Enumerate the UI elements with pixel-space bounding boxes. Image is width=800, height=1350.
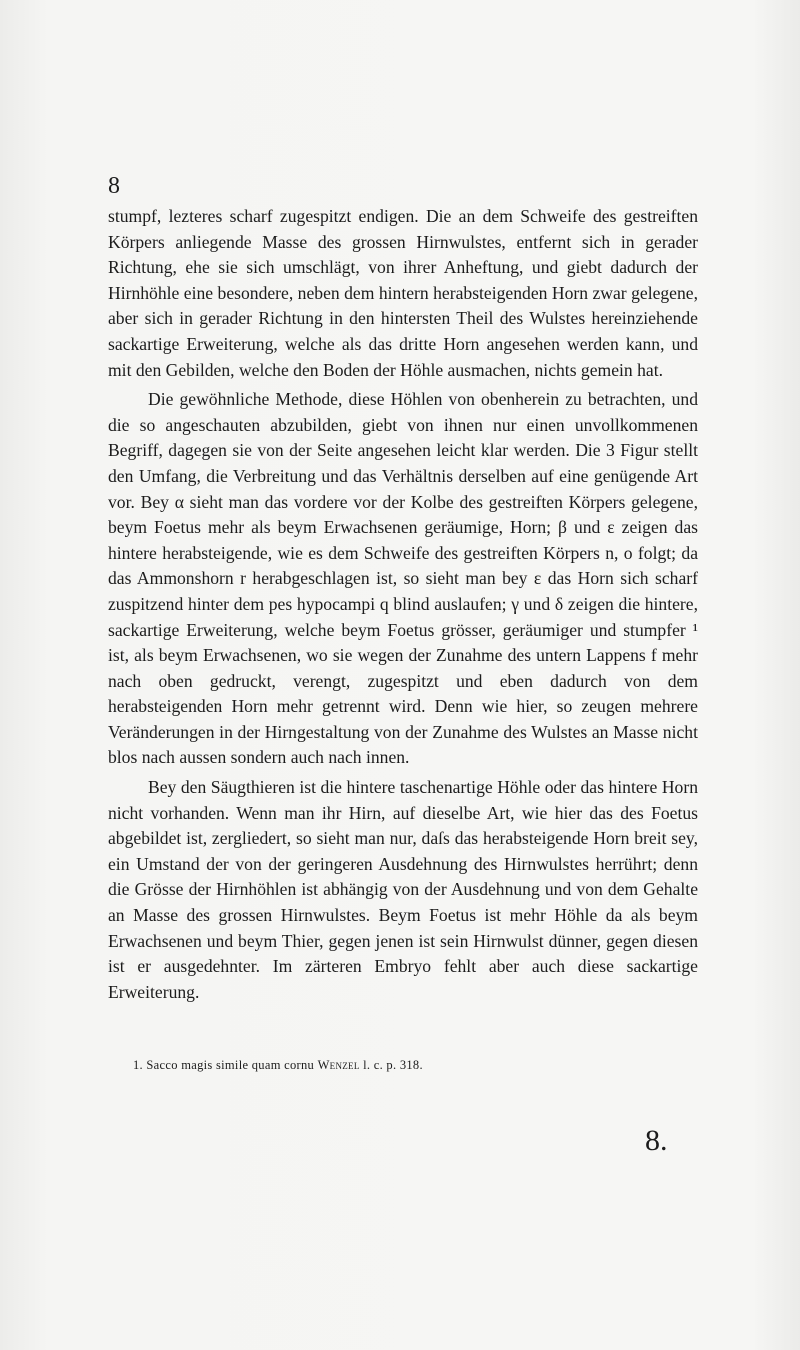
footnote-author: Wenzel	[317, 1058, 360, 1072]
footnote-text: Sacco magis simile quam cornu	[146, 1058, 315, 1072]
paragraph-2: Die gewöhnliche Methode, diese Höhlen von obenherein zu betrachten, und die so angeschauten abzubilden, giebt von ihnen nur einen unvollkommenen Begriff, dagegen sie von der Seite angesehen leicht klar werden. Die 3 Figur stellt den Umfang, die Verbreitung und das Verhältnis derselben auf eine genügende Art vor. Bey α sieht man das vordere vor der Kolbe des gestreiften Körpers gelegene, beym Foetus mehr als beym Erwachsenen geräumige, Horn; β und ε zeigen das hintere herabsteigende, wie es dem Schweife des gestreiften Körpers n, o folgt; da das Ammonshorn r herabgeschlagen ist, so sieht man bey ε das Horn sich scharf zuspitzend hinter dem pes hypocampi q blind auslaufen; γ und δ zeigen die hintere, sackartige Erweiterung, welche beym Foetus grösser, geräumiger und stumpfer ¹ ist, als beym Erwachsenen, wo sie wegen der Zunahme des untern Lappens f mehr nach oben gedruckt, verengt, zugespitzt und eben dadurch von dem herabsteigenden Horn mehr getrennt wird. Denn wie hier, so zeugen mehrere Veränderungen in der Hirngestaltung von der Zunahme des Wulstes an Masse nicht blos nach aussen sondern auch nach innen.	[108, 389, 698, 768]
catch-number: 8.	[645, 1124, 668, 1157]
footnote-marker: 1.	[133, 1058, 143, 1072]
footnote	[133, 1057, 423, 1073]
paragraph-1: stumpf, lezteres scharf zugespitzt endigen. Die an dem Schweife des gestreiften Körpers anliegende Masse des grossen Hirnwulstes, entfernt sich in gerader Richtung, ehe sie sich umschlägt, von ihrer Anheftung, und giebt dadurch der Hirnhöhle eine besondere, neben dem hintern herabsteigenden Horn zwar gelegene, aber sich in gerader Richtung in den hintersten Theil des Wulstes hereinziehende sackartige Erweiterung, welche als das dritte Horn angesehen werden kann, und mit den Gebilden, welche den Boden der Höhle ausmachen, nichts gemein hat.	[108, 206, 698, 380]
paragraph-3: Bey den Säugthieren ist die hintere taschenartige Höhle oder das hintere Horn nicht vorhanden. Wenn man ihr Hirn, auf dieselbe Art, wie hier das des Foetus abgebildet ist, zergliedert, so sieht man nur, daſs das herabsteigende Horn breit sey, ein Umstand der von der geringeren Ausdehnung des Hirnwulstes herrührt; denn die Grösse der Hirnhöhlen ist abhängig von der Ausdehnung und von dem Gehalte an Masse des grossen Hirnwulstes. Beym Foetus ist mehr Höhle da als beym Erwachsenen und beym Thier, gegen jenen ist sein Hirnwulst dünner, gegen diesen ist er ausgedehnter. Im zärteren Embryo fehlt aber auch diese sackartige Erweiterung.	[108, 777, 698, 1002]
body-text	[108, 204, 698, 1009]
footnote-reference: l. c. p. 318.	[363, 1058, 423, 1072]
page-number: 8	[108, 173, 120, 199]
